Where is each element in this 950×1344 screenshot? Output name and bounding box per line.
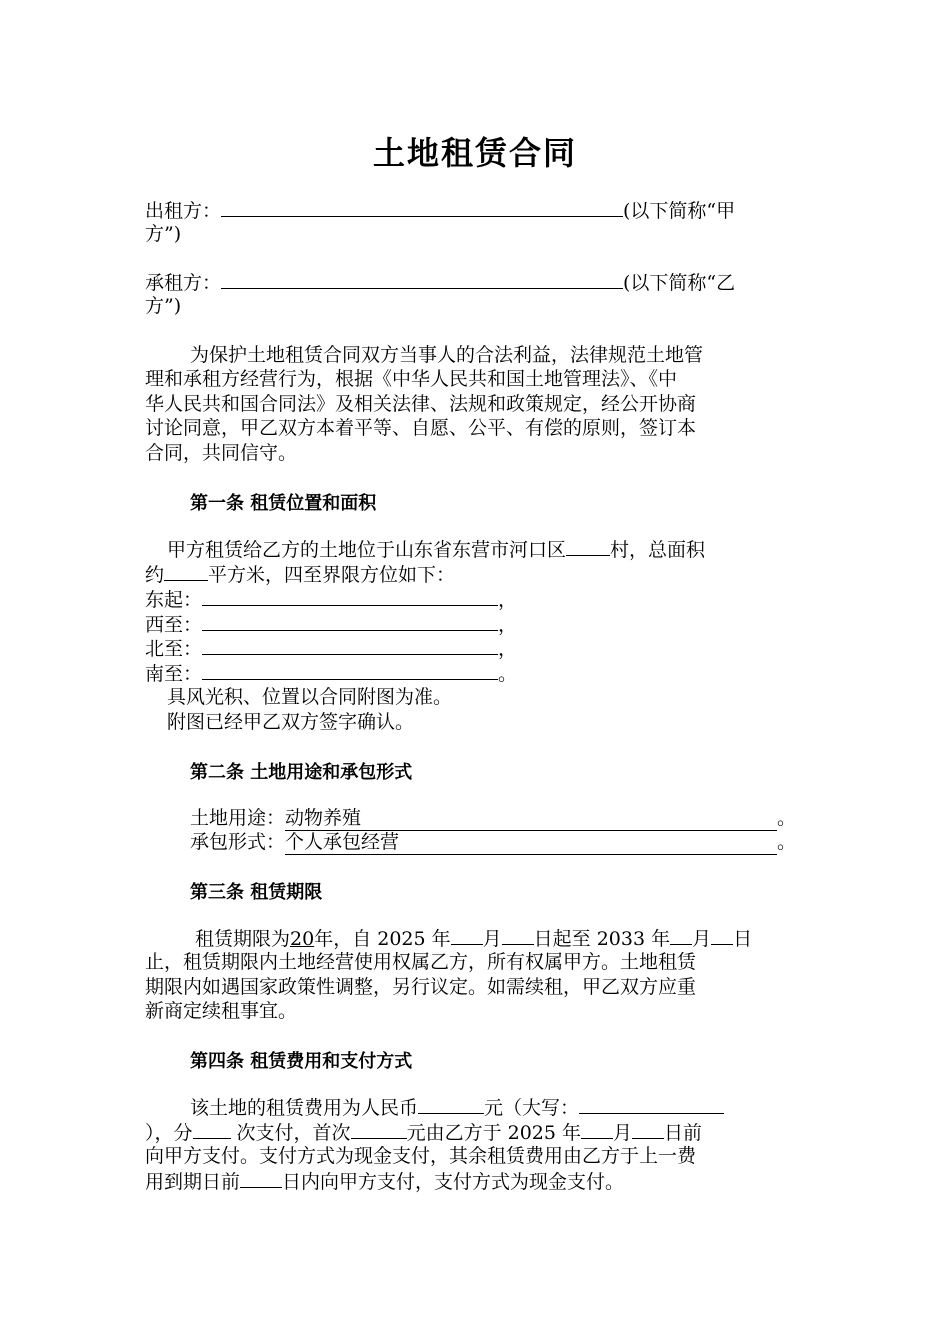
art3-line-3: 期限内如遇国家政策性调整，另行议定。如需续租，甲乙双方应重	[145, 976, 697, 998]
payment-day-label: 日前	[664, 1122, 703, 1144]
first-payment-blank[interactable]	[351, 1120, 407, 1139]
term-text: 租赁期限为	[195, 928, 291, 950]
term-years[interactable]: 20	[290, 928, 315, 950]
lessee-label: 承租方：	[145, 272, 222, 294]
south-label: 南至：	[145, 663, 203, 685]
start-month-blank[interactable]	[451, 926, 483, 945]
east-blank[interactable]	[202, 587, 498, 606]
art3-line-1	[195, 926, 752, 951]
end-month-label: 月	[692, 928, 712, 950]
art1-text-approx: 约	[145, 564, 165, 586]
art1-note-1: 具风光积、位置以合同附图为准。	[167, 686, 453, 708]
west-comma: ，	[498, 614, 518, 636]
article-1-heading: 第一条 租赁位置和面积	[190, 493, 377, 514]
art3-line-2: 止，租赁期限内土地经营使用权属乙方，所有权属甲方。土地租赁	[145, 951, 697, 973]
art1-line-2	[145, 562, 455, 587]
land-use-value[interactable]: 动物养殖	[285, 806, 777, 831]
fee-amount-blank[interactable]	[418, 1095, 484, 1114]
contract-form-line	[190, 830, 796, 855]
start-day-blank[interactable]	[502, 926, 534, 945]
land-use-label: 土地用途：	[190, 807, 286, 829]
document-title: 土地租赁合同	[372, 134, 577, 172]
east-label: 东起：	[145, 589, 203, 611]
art1-text-boundaries: 平方米，四至界限方位如下：	[208, 564, 456, 586]
end-day-label: 日	[733, 928, 753, 950]
fee-capital-blank[interactable]	[579, 1095, 724, 1114]
installments-blank[interactable]	[193, 1120, 231, 1139]
intro-line-4: 讨论同意，甲乙双方本着平等、自愿、公平、有偿的原则，签订本	[145, 417, 697, 439]
west-blank[interactable]	[202, 612, 498, 631]
area-blank[interactable]	[164, 562, 208, 581]
fee-text: 该土地的租赁费用为人民币	[190, 1097, 419, 1119]
contract-form-value[interactable]: 个人承包经营	[285, 830, 777, 855]
payment-day-blank[interactable]	[632, 1120, 664, 1139]
intro-line-1: 为保护土地租赁合同双方当事人的合法利益，法律规范土地管	[190, 344, 704, 366]
subsequent-payment-text: 用到期日前	[145, 1171, 241, 1193]
village-blank[interactable]	[566, 537, 610, 556]
first-payment-year: 元由乙方于 2025 年	[406, 1122, 581, 1144]
article-2-heading: 第二条 土地用途和承包形式	[190, 762, 413, 783]
contract-form-period: 。	[777, 831, 797, 853]
west-label: 西至：	[145, 614, 203, 636]
art1-note-2: 附图已经甲乙双方签字确认。	[167, 711, 415, 733]
boundary-east	[145, 587, 517, 612]
article-4-heading: 第四条 租赁费用和支付方式	[190, 1051, 413, 1072]
end-day-blank[interactable]	[711, 926, 733, 945]
lessee-suffix-line: 方”)	[145, 295, 182, 317]
payment-month-label: 月	[613, 1122, 633, 1144]
contract-form-label: 承包形式：	[190, 831, 286, 853]
lessor-suffix: (以下简称“甲	[623, 200, 736, 222]
lessor-suffix-line: 方”)	[145, 223, 182, 245]
lessee-line	[145, 270, 735, 295]
start-month-label: 月	[482, 928, 502, 950]
first-payment-label: 次支付，首次	[230, 1122, 351, 1144]
lessee-suffix: (以下简称“乙	[623, 272, 736, 294]
art4-line-1	[190, 1095, 724, 1120]
term-end-year: 日起至 2033 年	[533, 928, 671, 950]
term-start-year: 年，自 2025 年	[314, 928, 451, 950]
intro-line-2: 理和承租方经营行为，根据《中华人民共和国土地管理法》、《中	[145, 368, 678, 390]
art4-line-2	[145, 1120, 702, 1145]
boundary-west	[145, 612, 517, 637]
intro-line-3: 华人民共和国合同法》及相关法律、法规和政策规定，经公开协商	[145, 393, 697, 415]
payment-month-blank[interactable]	[581, 1120, 613, 1139]
north-comma: ，	[498, 638, 518, 660]
lessee-blank[interactable]	[221, 270, 623, 289]
north-blank[interactable]	[202, 636, 498, 655]
fee-capital-label: 元（大写：	[484, 1097, 580, 1119]
article-3-heading: 第三条 租赁期限	[190, 882, 323, 903]
land-use-period: 。	[777, 807, 797, 829]
north-label: 北至：	[145, 638, 203, 660]
lessor-line	[145, 198, 735, 223]
south-period: 。	[498, 663, 518, 685]
installments-label: ），分	[145, 1122, 193, 1144]
art4-line-3: 向甲方支付。支付方式为现金支付，其余租赁费用由乙方于上一费	[145, 1145, 697, 1167]
days-blank[interactable]	[240, 1169, 282, 1188]
east-comma: ，	[498, 589, 518, 611]
art3-line-4: 新商定续租事宜。	[145, 1000, 298, 1022]
art1-text-area: 村，总面积	[610, 539, 706, 561]
subsequent-payment-method: 日内向甲方支付，支付方式为现金支付。	[282, 1171, 625, 1193]
lessor-label: 出租方：	[145, 200, 222, 222]
art1-line-1	[167, 537, 705, 562]
lessor-blank[interactable]	[221, 198, 623, 217]
intro-line-5: 合同，共同信守。	[145, 442, 298, 464]
art1-text-location: 甲方租赁给乙方的土地位于山东省东营市河口区	[167, 539, 567, 561]
end-month-blank[interactable]	[670, 926, 692, 945]
boundary-south	[145, 661, 517, 686]
boundary-north	[145, 636, 517, 661]
art4-line-4	[145, 1169, 624, 1194]
south-blank[interactable]	[202, 661, 498, 680]
land-use-line	[190, 806, 796, 831]
